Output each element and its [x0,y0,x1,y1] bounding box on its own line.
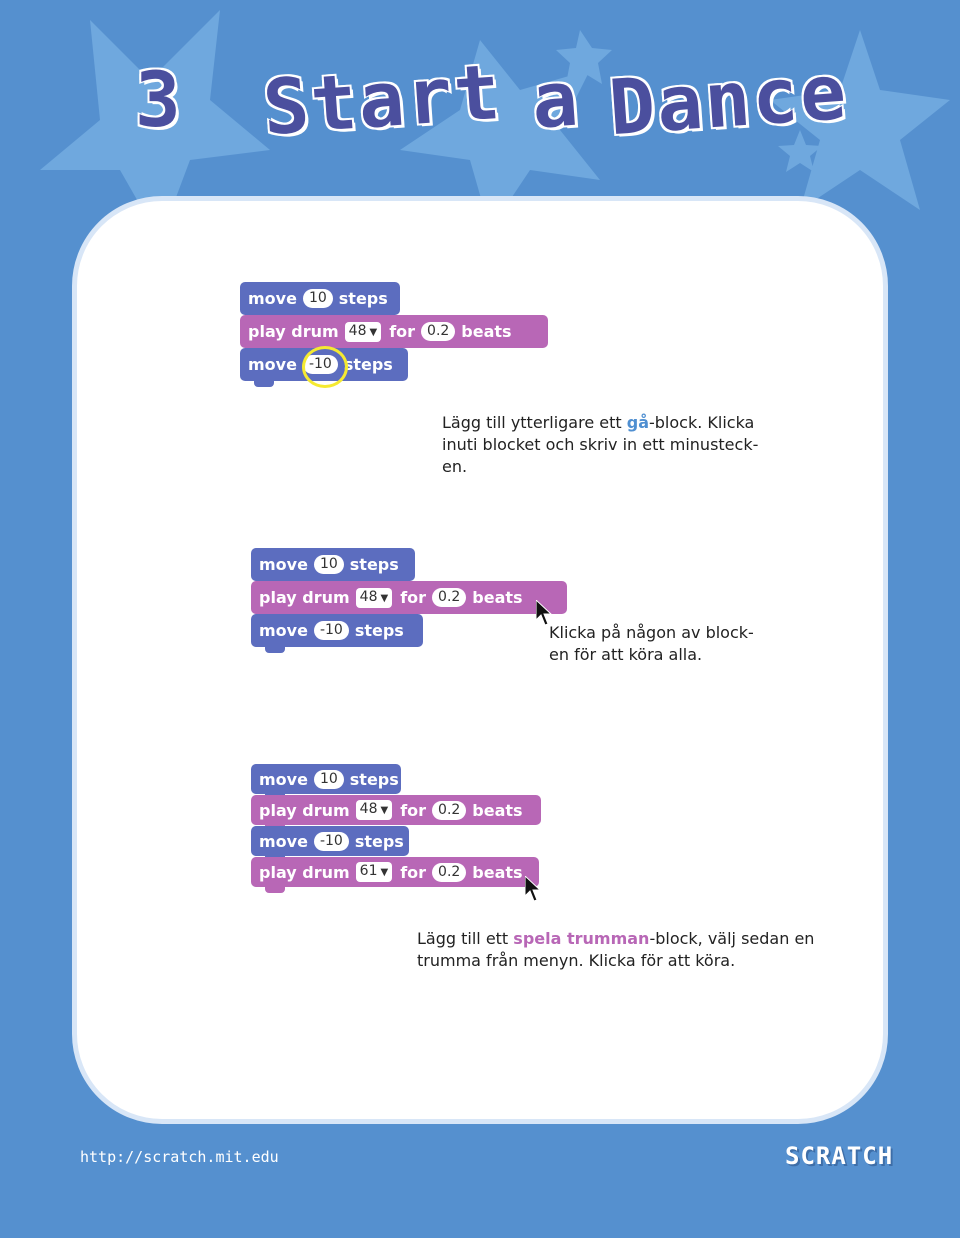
caption-text: en för att köra alla. [549,645,703,664]
block-keyword: move [259,555,308,574]
block-keyword: move [259,831,308,851]
block-suffix: steps [354,621,404,640]
caption-text: en. [442,457,468,476]
steps-input[interactable]: -10 [314,621,349,640]
drum-dropdown[interactable]: 48 ▼ [356,800,393,820]
step1-caption [442,412,758,478]
beats-input[interactable]: 0.2 [432,863,466,882]
block-suffix: steps [338,289,388,308]
title-word: Dance [606,46,851,153]
title-word: a [528,53,583,146]
block-suffix: beats [461,322,512,341]
move-block[interactable] [251,826,409,856]
drum-dropdown[interactable]: 48 ▼ [356,588,393,608]
beats-input[interactable]: 0.2 [432,801,466,820]
caption-text: trumma från menyn. Klicka för att köra. [417,951,736,970]
move-block[interactable] [251,764,401,794]
steps-input[interactable]: -10 [314,832,349,851]
steps-input[interactable]: 10 [303,289,333,308]
block-suffix: steps [349,769,399,789]
step-number: 3 [135,55,183,144]
block-keyword: move [259,621,308,640]
move-block[interactable] [251,548,415,581]
play-drum-block[interactable] [251,795,541,825]
scratch-logo: SCRATCH [785,1142,894,1170]
block-keyword: play drum [259,800,350,820]
block-suffix: steps [343,355,393,374]
caption-text: -block. Klicka [648,413,755,432]
block-keyword: for [400,800,427,820]
caption-text: inuti blocket och skriv in ett minusteck- [442,435,759,454]
caption-text: Lägg till ytterligare ett [442,413,627,432]
block-keyword: play drum [259,588,350,607]
beats-input[interactable]: 0.2 [421,322,455,341]
caption-text: -block, välj sedan en [649,929,815,948]
steps-input[interactable]: -10 [303,355,338,374]
caption-text: Lägg till ett [417,929,514,948]
beats-input[interactable]: 0.2 [432,588,466,607]
block-keyword: for [400,588,427,607]
caption-text: Klicka på någon av block- [549,623,754,642]
block-keyword: move [248,355,297,374]
block-keyword: play drum [259,862,350,882]
play-drum-block[interactable] [251,857,539,887]
block-keyword: for [389,322,416,341]
title-word: Start [259,46,505,153]
caption-highlight: gå [626,413,649,432]
footer-url-link[interactable]: http://scratch.mit.edu [80,1148,279,1166]
drum-dropdown[interactable]: 61 ▼ [356,862,393,882]
move-block[interactable] [251,614,423,647]
block-suffix: beats [472,862,523,882]
block-keyword: move [248,289,297,308]
block-suffix: steps [349,555,399,574]
block-suffix: beats [472,800,523,820]
highlight-ring [302,346,348,388]
block-suffix: beats [472,588,523,607]
steps-input[interactable]: 10 [314,770,344,789]
steps-input[interactable]: 10 [314,555,344,574]
play-drum-block[interactable] [251,581,567,614]
block-suffix: steps [354,831,404,851]
step3-caption [417,928,814,972]
page-title [135,46,878,153]
caption-highlight: spela trumman [513,929,650,948]
block-keyword: move [259,769,308,789]
drum-dropdown[interactable]: 48 ▼ [345,322,382,342]
move-block[interactable] [240,282,400,315]
block-keyword: play drum [248,322,339,341]
step2-caption [549,622,754,666]
block-keyword: for [400,862,427,882]
play-drum-block[interactable] [240,315,548,348]
